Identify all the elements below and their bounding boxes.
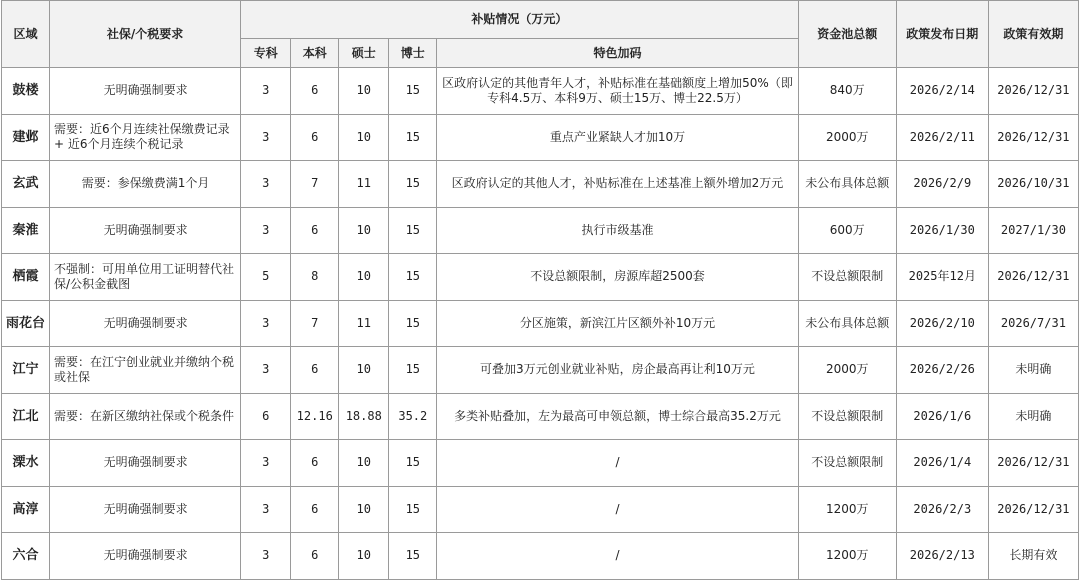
cell-bonus: 可叠加3万元创业就业补贴，房企最高再让利10万元: [437, 347, 798, 394]
table-row: [2, 68, 1079, 115]
cell-valid-until: 2026/12/31: [988, 114, 1078, 161]
cell-region: 建邺: [2, 114, 50, 161]
cell-fund: 1200万: [798, 533, 896, 580]
cell-valid-until: 长期有效: [988, 533, 1078, 580]
cell-benke: 12.16: [291, 393, 339, 440]
table-row: [2, 207, 1079, 254]
cell-bonus: 不设总额限制，房源库超2500套: [437, 254, 798, 301]
cell-shuoshi: 11: [339, 161, 389, 208]
cell-bonus: 执行市级基准: [437, 207, 798, 254]
cell-bonus: 分区施策，新滨江片区额外补10万元: [437, 300, 798, 347]
header-bonus: 特色加码: [437, 39, 798, 68]
table-row: [2, 114, 1079, 161]
cell-publish-date: 2026/2/3: [896, 486, 988, 533]
cell-valid-until: 2027/1/30: [988, 207, 1078, 254]
cell-boshi: 15: [389, 207, 437, 254]
cell-shuoshi: 10: [339, 68, 389, 115]
table-row: [2, 533, 1079, 580]
cell-benke: 6: [291, 347, 339, 394]
cell-region: 六合: [2, 533, 50, 580]
table-row: [2, 161, 1079, 208]
cell-region: 玄武: [2, 161, 50, 208]
cell-valid-until: 2026/12/31: [988, 486, 1078, 533]
cell-boshi: 15: [389, 486, 437, 533]
cell-requirement: 无明确强制要求: [50, 68, 241, 115]
cell-benke: 6: [291, 440, 339, 487]
cell-fund: 2000万: [798, 347, 896, 394]
cell-fund: 1200万: [798, 486, 896, 533]
cell-fund: 不设总额限制: [798, 393, 896, 440]
cell-zhuanke: 3: [241, 440, 291, 487]
header-requirement: 社保/个税要求: [50, 1, 241, 68]
cell-boshi: 15: [389, 347, 437, 394]
header-subsidy-group: 补贴情况（万元）: [241, 1, 798, 39]
cell-zhuanke: 5: [241, 254, 291, 301]
cell-publish-date: 2026/2/14: [896, 68, 988, 115]
cell-boshi: 15: [389, 161, 437, 208]
table-header: [2, 1, 1079, 68]
cell-fund: 不设总额限制: [798, 254, 896, 301]
cell-boshi: 15: [389, 68, 437, 115]
cell-requirement: 无明确强制要求: [50, 533, 241, 580]
table-row: [2, 486, 1079, 533]
table-body: [2, 68, 1079, 580]
cell-valid-until: 2026/12/31: [988, 254, 1078, 301]
header-fund: 资金池总额: [798, 1, 896, 68]
cell-bonus: /: [437, 486, 798, 533]
cell-bonus: 多类补贴叠加，左为最高可申领总额，博士综合最高35.2万元: [437, 393, 798, 440]
cell-requirement: 无明确强制要求: [50, 486, 241, 533]
cell-boshi: 15: [389, 254, 437, 301]
cell-benke: 6: [291, 207, 339, 254]
cell-boshi: 15: [389, 114, 437, 161]
cell-benke: 7: [291, 300, 339, 347]
cell-fund: 未公布具体总额: [798, 161, 896, 208]
cell-fund: 600万: [798, 207, 896, 254]
cell-zhuanke: 6: [241, 393, 291, 440]
cell-zhuanke: 3: [241, 347, 291, 394]
cell-boshi: 15: [389, 440, 437, 487]
header-publish-date: 政策发布日期: [896, 1, 988, 68]
cell-requirement: 需要：在新区缴纳社保或个税条件: [50, 393, 241, 440]
header-boshi: 博士: [389, 39, 437, 68]
cell-publish-date: 2025年12月: [896, 254, 988, 301]
table-row: [2, 347, 1079, 394]
cell-shuoshi: 18.88: [339, 393, 389, 440]
header-valid-until: 政策有效期: [988, 1, 1078, 68]
cell-requirement: 不强制：可用单位用工证明替代社保/公积金截图: [50, 254, 241, 301]
cell-bonus: 区政府认定的其他人才，补贴标准在上述基准上额外增加2万元: [437, 161, 798, 208]
cell-region: 秦淮: [2, 207, 50, 254]
cell-benke: 8: [291, 254, 339, 301]
header-region: 区域: [2, 1, 50, 68]
cell-shuoshi: 10: [339, 207, 389, 254]
cell-benke: 6: [291, 486, 339, 533]
cell-valid-until: 未明确: [988, 347, 1078, 394]
header-shuoshi: 硕士: [339, 39, 389, 68]
cell-requirement: 需要：参保缴费满1个月: [50, 161, 241, 208]
cell-shuoshi: 10: [339, 533, 389, 580]
cell-region: 栖霞: [2, 254, 50, 301]
cell-publish-date: 2026/2/10: [896, 300, 988, 347]
cell-region: 江北: [2, 393, 50, 440]
cell-benke: 6: [291, 533, 339, 580]
cell-region: 雨花台: [2, 300, 50, 347]
cell-benke: 7: [291, 161, 339, 208]
cell-requirement: 无明确强制要求: [50, 207, 241, 254]
cell-publish-date: 2026/2/13: [896, 533, 988, 580]
cell-boshi: 35.2: [389, 393, 437, 440]
cell-benke: 6: [291, 114, 339, 161]
table-row: [2, 440, 1079, 487]
cell-fund: 不设总额限制: [798, 440, 896, 487]
cell-region: 溧水: [2, 440, 50, 487]
cell-valid-until: 2026/12/31: [988, 440, 1078, 487]
cell-requirement: 需要：在江宁创业就业并缴纳个税或社保: [50, 347, 241, 394]
cell-requirement: 需要：近6个月连续社保缴费记录 + 近6个月连续个税记录: [50, 114, 241, 161]
cell-valid-until: 2026/12/31: [988, 68, 1078, 115]
cell-zhuanke: 3: [241, 533, 291, 580]
cell-bonus: /: [437, 533, 798, 580]
header-benke: 本科: [291, 39, 339, 68]
cell-valid-until: 未明确: [988, 393, 1078, 440]
cell-zhuanke: 3: [241, 161, 291, 208]
cell-zhuanke: 3: [241, 486, 291, 533]
cell-publish-date: 2026/2/9: [896, 161, 988, 208]
cell-publish-date: 2026/1/30: [896, 207, 988, 254]
table-row: [2, 254, 1079, 301]
cell-shuoshi: 10: [339, 114, 389, 161]
cell-publish-date: 2026/1/4: [896, 440, 988, 487]
cell-region: 江宁: [2, 347, 50, 394]
cell-requirement: 无明确强制要求: [50, 300, 241, 347]
cell-shuoshi: 10: [339, 347, 389, 394]
cell-zhuanke: 3: [241, 300, 291, 347]
cell-fund: 未公布具体总额: [798, 300, 896, 347]
cell-boshi: 15: [389, 300, 437, 347]
header-zhuanke: 专科: [241, 39, 291, 68]
cell-shuoshi: 10: [339, 486, 389, 533]
cell-region: 鼓楼: [2, 68, 50, 115]
cell-benke: 6: [291, 68, 339, 115]
cell-valid-until: 2026/7/31: [988, 300, 1078, 347]
subsidy-table: [1, 0, 1079, 580]
cell-boshi: 15: [389, 533, 437, 580]
cell-zhuanke: 3: [241, 207, 291, 254]
cell-zhuanke: 3: [241, 68, 291, 115]
cell-zhuanke: 3: [241, 114, 291, 161]
cell-fund: 840万: [798, 68, 896, 115]
table-row: [2, 300, 1079, 347]
cell-shuoshi: 10: [339, 440, 389, 487]
cell-publish-date: 2026/1/6: [896, 393, 988, 440]
cell-valid-until: 2026/10/31: [988, 161, 1078, 208]
cell-region: 高淳: [2, 486, 50, 533]
cell-shuoshi: 10: [339, 254, 389, 301]
cell-requirement: 无明确强制要求: [50, 440, 241, 487]
cell-bonus: 重点产业紧缺人才加10万: [437, 114, 798, 161]
cell-publish-date: 2026/2/11: [896, 114, 988, 161]
cell-bonus: /: [437, 440, 798, 487]
table-row: [2, 393, 1079, 440]
cell-publish-date: 2026/2/26: [896, 347, 988, 394]
cell-bonus: 区政府认定的其他青年人才，补贴标准在基础额度上增加50%（即专科4.5万、本科9万、硕士15万、博士22.5万）: [437, 68, 798, 115]
cell-fund: 2000万: [798, 114, 896, 161]
cell-shuoshi: 11: [339, 300, 389, 347]
